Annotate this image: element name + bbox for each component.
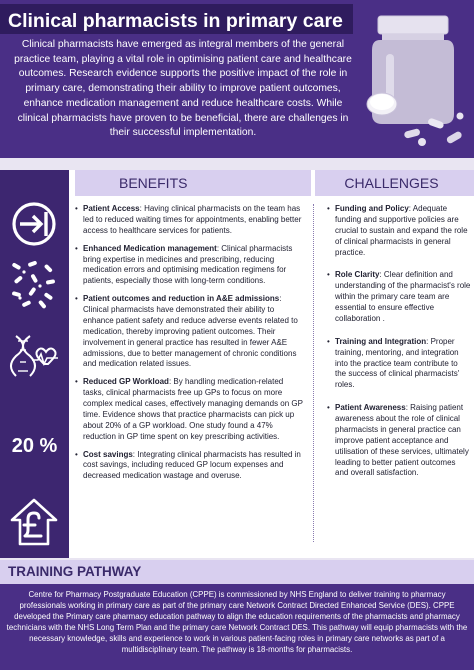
list-item [75, 450, 303, 483]
list-item [75, 244, 303, 288]
challenges-list [327, 204, 471, 486]
item-text: : Integrating clinical pharmacists has resulted in cost savings, including reduced GP locum expenses and decreased medication wastage and overuse. [83, 449, 301, 481]
pound-savings-icon [8, 496, 60, 548]
item-title: Cost savings [83, 449, 133, 459]
pills-icon [8, 258, 60, 310]
challenges-heading: CHALLENGES [315, 170, 474, 196]
list-item [75, 294, 303, 370]
header [0, 0, 474, 158]
training-paragraph: Centre for Pharmacy Postgraduate Education (CPPE) is commissioned by NHS England to deliver training to pharmacy professionals working in primary care as part of the primary care Network Contract Directed Enhanced Service (DES). CPPE developed the Primary care pharmacy education pathway to align the education requirements of the pharmacists and pharmacy technicians with the NHS Long Term Plan and the primary care Network Contract DES. This pathway will equip pharmacists with the necessary knowledge, skills and experience to work in various patient-facing roles in primary care networks as part of a multidisciplinary team. The pathway is 18-months for pharmacists. [6, 590, 468, 654]
item-text: : Clinical pharmacists have demonstrated their ability to enhance patient safety and reduce adverse events related to medication, thereby improving patient outcomes. Their involvement in general practice has resulted in fewer A&E admissions, due to better management of chronic conditions and medication related issues. [83, 294, 298, 369]
item-title: Patient Awareness [335, 403, 406, 413]
item-text: : By handling medication-related tasks, clinical pharmacists free up GPs to focus on more complex medical cases, effectively managing demands on GP time. Evidence shows that practice pharmacists can pick up about 20% of a GP workload. One study found a 47% reduction in GP time spent on key prescribing activities. [83, 377, 303, 441]
item-title: Training and Integration [335, 336, 427, 346]
item-text: : Having clinical pharmacists on the team has led to reduced waiting times for appointments, enabling better access to healthcare services for patients. [83, 204, 302, 235]
page-title: Clinical pharmacists in primary care [8, 10, 343, 32]
item-text: : Adequate funding and supportive policies are crucial to sustain and expand the role of clinical pharmacists in general practice. [335, 204, 468, 257]
training-section [0, 584, 474, 670]
list-item [327, 337, 471, 391]
item-title: Patient Access [83, 204, 140, 213]
benefits-heading: BENEFITS [75, 170, 311, 196]
item-title: Role Clarity [335, 270, 380, 280]
training-heading-bar [0, 560, 474, 584]
icon-sidebar [0, 170, 69, 558]
item-text: : Raising patient awareness about the role of clinical pharmacists in general practice can improve patient acceptance and utilisation of these services, ultimately leading to better patient outcomes and overall satisfaction. [335, 403, 469, 478]
percent-stat: 20 % [11, 435, 58, 457]
title-bar [0, 4, 353, 34]
item-text: : Proper training, mentoring, and integration into the practice team contribute to the success of clinical pharmacists' roles. [335, 336, 460, 390]
access-entry-icon [8, 198, 60, 250]
item-title: Reduced GP Workload [83, 377, 169, 387]
pill-bottle-icon [356, 10, 474, 150]
list-item [327, 270, 471, 324]
item-text: : Clear definition and understanding of the pharmacist's role within the primary care team are essential to ensure effective collaboration . [335, 270, 471, 323]
item-title: Enhanced Medication management [83, 243, 217, 253]
list-item [327, 403, 471, 479]
benefits-challenges-panel [69, 170, 474, 558]
intro-paragraph: Clinical pharmacists have emerged as integral members of the general practice team, playing a vital role in optimising patient care and healthcare outcomes. Research evidence supports the positive impact of the role in primary care, demonstrating their ability to improve patient outcomes, enhance medication management and reduce healthcare costs. While clinical pharmacists have proven to be beneficial, there are challenges in their successful implementation. [14, 39, 352, 139]
item-title: Patient outcomes and reduction in A&E admissions [83, 294, 280, 304]
benefits-list [75, 204, 303, 489]
list-item [327, 204, 471, 258]
list-item [75, 377, 303, 442]
dna-heartbeat-icon [8, 330, 60, 382]
spacer [0, 158, 474, 170]
training-heading: TRAINING PATHWAY [8, 564, 142, 579]
item-title: Funding and Policy [335, 204, 409, 213]
list-item [75, 204, 303, 237]
column-divider [313, 204, 314, 542]
item-text: : Clinical pharmacists bring expertise in medicines and prescribing, reducing medication errors and optimising medication regimens for patients, especially those with long-term conditions. [83, 243, 293, 286]
